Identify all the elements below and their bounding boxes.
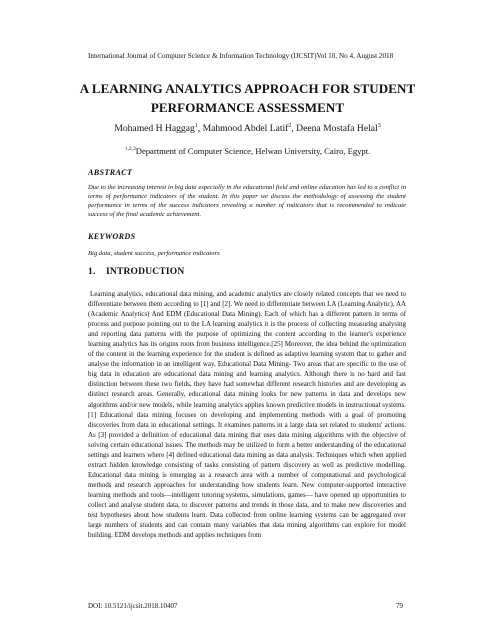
- page-number: 79: [396, 602, 403, 610]
- section-number: 1.: [88, 267, 96, 277]
- section-title: INTRODUCTION: [106, 267, 185, 277]
- authors-line: [60, 123, 435, 134]
- introduction-body: Learning analytics, educational data mining, and academic analytics are closely related concepts that we need to differentiate between them according to [1] and [2]. We need to differentiate between LA (Learning Analytic), AA (Academic Analytics) And EDM (Educational Data Mining). Each of which has a different pattern in terms of process and purpose pointing out to the LA learning analytics it is the process of collecting measuring analysing and reporting data patterns with the purpose of optimizing the content according to the learner's experience learning analytics has its origins roots from business intelligence.[25] Moreover, the idea behind the optimization of the content in the learning experience for the student is defined as adaptive learning system that to gather and analyse the information in an intelligent way, Educational Data Mining- Two areas that are specific to the use of big data in education are educational data mining and learning analytics. Although there is no hard and fast distinction between these two fields, they have had somewhat different research histories and are developing as distinct research areas. Generally, educational data mining looks for new patterns in data and develops new algorithms and/or new models, while learning analytics applies known predictive models in instructional systems. [1] Educational data mining focuses on developing and implementing methods with a goal of promoting discoveries from data in educational settings. It examines patterns in a large data set related to students' actions. As [3] provided a definition of educational data mining that uses data mining algorithms with the objective of solving certain educational issues. The methods may be utilized to form a better understanding of the educational settings and learners where [4] defined educational data mining as data analysis. Techniques which when applied extract hidden knowledge consisting of tasks consisting of pattern discovery as well as predictive modelling. Educational data mining is emerging as a research area with a number of computational and psychological methods and research approaches for understanding how students learn. New computer-supported interactive learning methods and tools—intelligent tutoring systems, simulations, games— have opened up opportunities to collect and analyse student data, to discover patterns and trends in those data, and to make new discoveries and test hypotheses about how students learn. Data collected from online learning systems can be aggregated over large numbers of students and can contain many variables that data mining algorithms can explore for model building. EDM develops methods and applies techniques from: [88, 290, 406, 540]
- author-separator-2: ,: [291, 123, 297, 134]
- journal-header: International Journal of Computer Science & Information Technology (IJCSIT)Vol 10, No 4, August 2018: [88, 52, 394, 60]
- author-3-name: Deena Mostafa Helal: [296, 123, 378, 134]
- abstract-text: Due to the increasing interest in big data especially in the educational field and online education has led to a conflict in terms of performance indicators of the student. In this paper we discuss the methodology of assessing the student performance in terms of the success indicators revealing a number of indicators that is recommended to indicate success of the final academic achievement.: [88, 184, 406, 218]
- author-1-sup: 1: [194, 122, 198, 129]
- author-separator-1: ,: [197, 123, 203, 134]
- title-line-2: PERFORMANCE ASSESSMENT: [150, 100, 345, 115]
- author-1-name: Mohamed H Haggag: [114, 123, 195, 134]
- title-line-1: A LEARNING ANALYTICS APPROACH FOR STUDENT: [79, 81, 416, 96]
- keywords-heading: KEYWORDS: [88, 232, 136, 241]
- keywords-text: Big data, student success, performance indicators: [88, 250, 220, 257]
- affiliation-sup: 1,2,3: [124, 146, 136, 153]
- introduction-heading: [88, 267, 184, 277]
- paper-title: [60, 79, 435, 117]
- affiliation: [60, 146, 435, 156]
- abstract-heading: ABSTRACT: [88, 168, 133, 177]
- author-2-name: Mahmood Abdel Latif: [202, 123, 289, 134]
- affiliation-text: Department of Computer Science, Helwan University, Cairo, Egypt.: [135, 146, 371, 156]
- author-3-sup: 3: [377, 122, 381, 129]
- author-2-sup: 2: [288, 122, 292, 129]
- footer-doi: DOI: 10.5121/ijcsit.2018.10407: [88, 602, 178, 610]
